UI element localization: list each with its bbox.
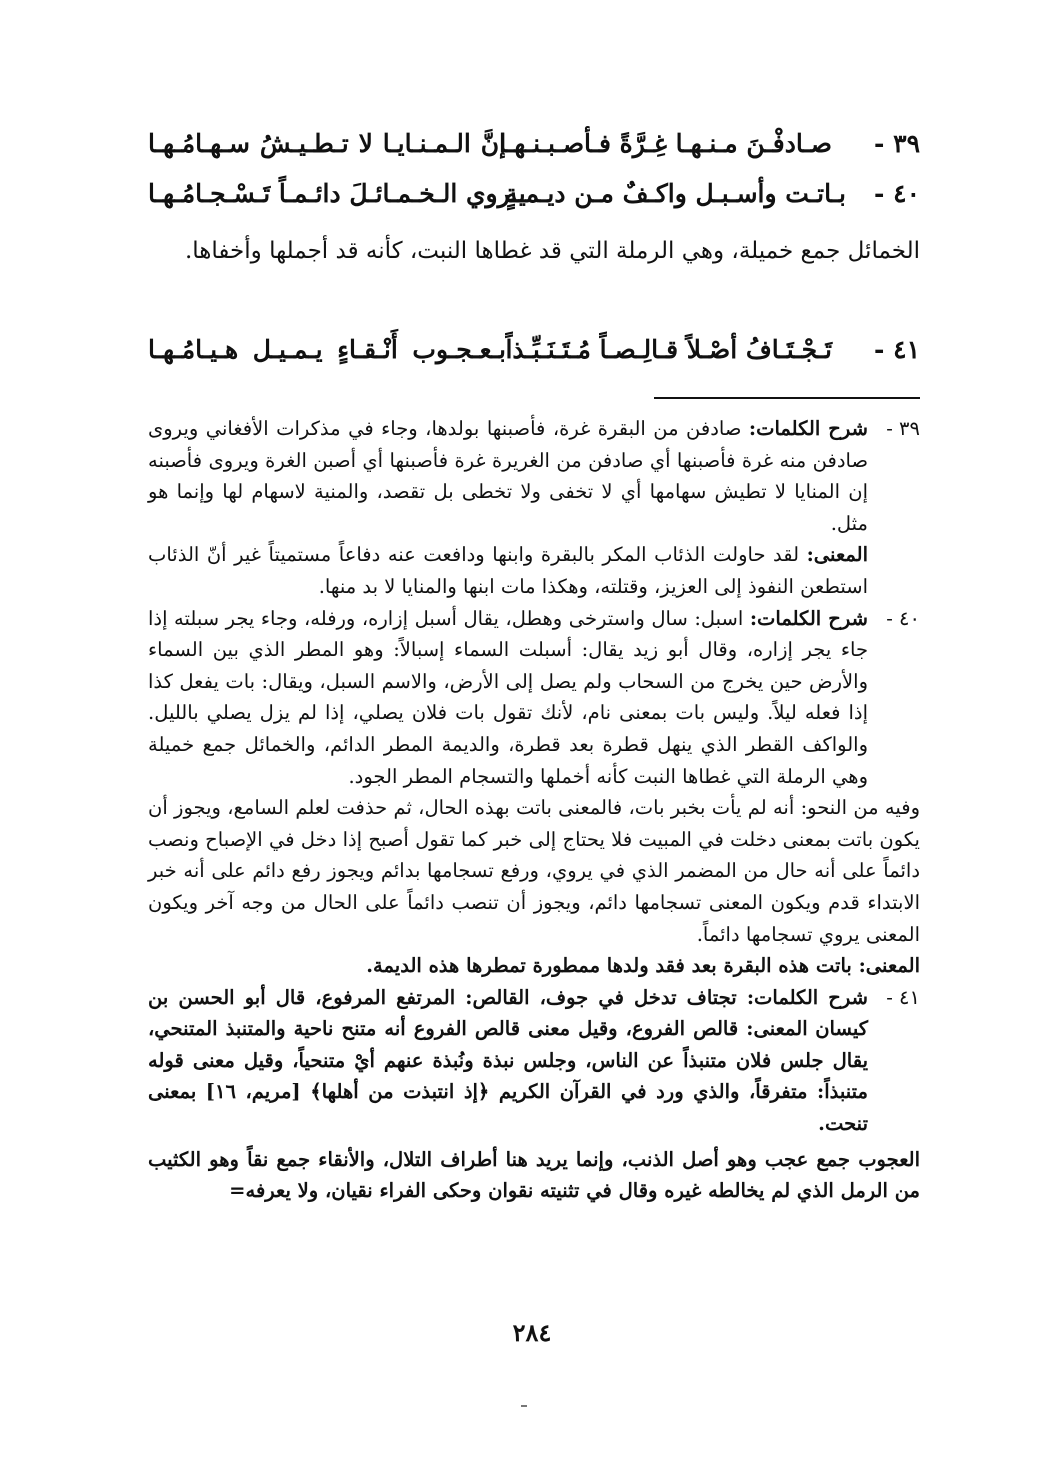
footnote-number: ٤١ - xyxy=(886,985,920,1009)
footnote-40 xyxy=(148,603,920,793)
scan-speck xyxy=(521,1405,527,1407)
footnote-paragraph xyxy=(148,1144,920,1207)
footnote-text: العجوب جمع عجب وهو أصل الذنب، وإنما يريد هنا أطراف التلال، والأنقاء جمع نقاً وهو الكثيب من الرمل الذي لم يخالطه غيره وقال في تثنيته نقوان وحكى الفراء نقيان، ولا يعرفه= xyxy=(148,1147,920,1203)
verse-number: ٤١ - xyxy=(874,335,920,364)
verse-41 xyxy=(148,330,920,370)
footnote-label: المعنى: xyxy=(806,543,868,567)
verse-40 xyxy=(148,174,920,214)
quran-quote: ﴿إذ انتبذت من أهلها﴾ xyxy=(310,1080,490,1104)
footnote-number: ٣٩ - xyxy=(886,417,920,440)
quran-reference: [مريم، ١٦] بمعنى تنحت. xyxy=(148,1080,868,1136)
verse-first-hemistich: بـاتـت وأسـبـل واكـفٌ مـن ديـمـةٍ xyxy=(504,179,846,208)
verse-first-hemistich: تَـجْـتَـافُ أصْـلاً قـالِـصـاً مُـتَـنَـبِّـذاً xyxy=(505,335,832,364)
footnote-39 xyxy=(148,413,920,603)
footnote-text: صادفن من البقرة غرة، فأصبنها بولدها، وجاء في مذكرات الأفغاني ويروى صادفن منه غرة فأصبنها أي صادفن من الغريرة غرة فأصبنها أي أصبن الغرة ويروى فأصبنه إن المنايا لا تطيش سهامها أي لا تخفى ولا تخطى بل تقصد، والمنية لاسهام لها وإنما هو مثل. xyxy=(148,417,868,535)
footnote-label: شرح الكلمات: xyxy=(748,417,868,440)
verse-number: ٣٩ - xyxy=(874,129,920,158)
footnote-paragraph xyxy=(148,603,868,793)
footnote-label: شرح الكلمات: xyxy=(746,985,868,1009)
footnote-number: ٤٠ - xyxy=(886,606,920,630)
footnote-label: المعنى: xyxy=(746,1017,808,1041)
verse-first-hemistich: صـادفْـنَ مـنـهـا غِـرَّةً فـأصـبـنـهـا xyxy=(499,129,832,158)
verse-second-hemistich: يـروي الـخـمـائـلَ دائـمـاً تَـسْـجـامُـهـا xyxy=(148,179,526,208)
footnotes xyxy=(148,413,920,1207)
footnote-paragraph xyxy=(148,413,868,539)
verse-second-hemistich: إنَّ الـمـنـايـا لا تـطـيـشُ سـهـامُـهـا xyxy=(148,129,506,158)
footnote-text: قالص الفروع، وقيل معنى قالص الفروع أنه متنح ناحية والمتنبذ المتنحي، يقال جلس فلان متنبذاً عن الناس، وجلس نبذة ونُبذة عنهم أيْ متنحياً، وقيل معنى قوله متنبذاً: متفرقاً، والذي ورد في القرآن الكريم xyxy=(148,1017,868,1104)
footnote-text: اسبل: سال واسترخى وهطل، يقال أسبل إزاره، ورفله، وجاء يجر سبلته إذا جاء يجر إزاره، وقال أبو زيد يقال: أسبلت السماء إسبالاً: وهو المطر الذي بين السماء والأرض حين يخرج من السحاب ولم يصل إلى الأرض، والاسم السبل، ويقال: بات يفعل كذا إذا فعله ليلاً. وليس بات بمعنى نام، لأنك تقول بات فلان يصلي، إذا لم يزل يصلي بالليل. والواكف القطر الذي ينهل قطرة بعد قطرة، والديمة المطر الدائم، والخمائل جمع خميلة وهي الرملة التي غطاها النبت كأنه أخملها والتسجام المطر الجود. xyxy=(148,606,868,788)
verse-commentary: الخمائل جمع خميلة، وهي الرملة التي قد غطاها النبت، كأنه قد أجملها وأخفاها. xyxy=(184,238,920,264)
footnote-paragraph xyxy=(148,982,868,1140)
footnote-text: لقد حاولت الذئاب المكر بالبقرة وابنها ودافعت عنه دفاعاً مستميتاً غير أنّ الذئاب استطعن النفوذ إلى العزيز، وقتلته، وهكذا مات ابنها والمنايا لا بد منها. xyxy=(148,543,868,598)
verse-39 xyxy=(148,124,920,164)
footnote-text: تجتاف تدخل في جوف، القالص: المرتفع المرفوع، قال أبو الحسن بن كيسان xyxy=(148,985,869,1041)
footnote-text: باتت هذه البقرة بعد فقد ولدها ممطورة تمطرها هذه الديمة. xyxy=(366,954,859,978)
footnote-grammar: وفيه من النحو: أنه لم يأت بخبر بات، فالمعنى باتت بهذه الحال، ثم حذفت لعلم السامع، ويجوز أن يكون باتت بمعنى دخلت في المبيت فلا يحتاج إلى خبر كما تقول أصبح إذا دخل في الإصباح ونصب دائماً على أنه حال من المضمر الذي في يروي، ورفع تسجامها بدائم ويجوز رفع دائم على أنه خبر الابتداء قدم ويكون المعنى تسجامها دائم، ويجوز أن تنصب دائماً على الحال من وجه آخر ويكون المعنى يروي تسجامها دائماً. xyxy=(148,796,920,946)
footnote-label: المعنى: xyxy=(858,954,920,978)
footnote-paragraph xyxy=(148,539,868,602)
footnote-separator xyxy=(654,397,920,399)
verse-number: ٤٠ - xyxy=(874,179,920,208)
footnote-label: شرح الكلمات: xyxy=(749,606,868,630)
page-number: ٢٨٤ xyxy=(512,1318,552,1347)
footnote-paragraph xyxy=(148,950,920,982)
verse-second-hemistich: بـعـجـوب أَنْـقـاءٍ يـمـيـل هـيـامُـهـا xyxy=(148,335,506,364)
footnote-41 xyxy=(148,982,920,1140)
